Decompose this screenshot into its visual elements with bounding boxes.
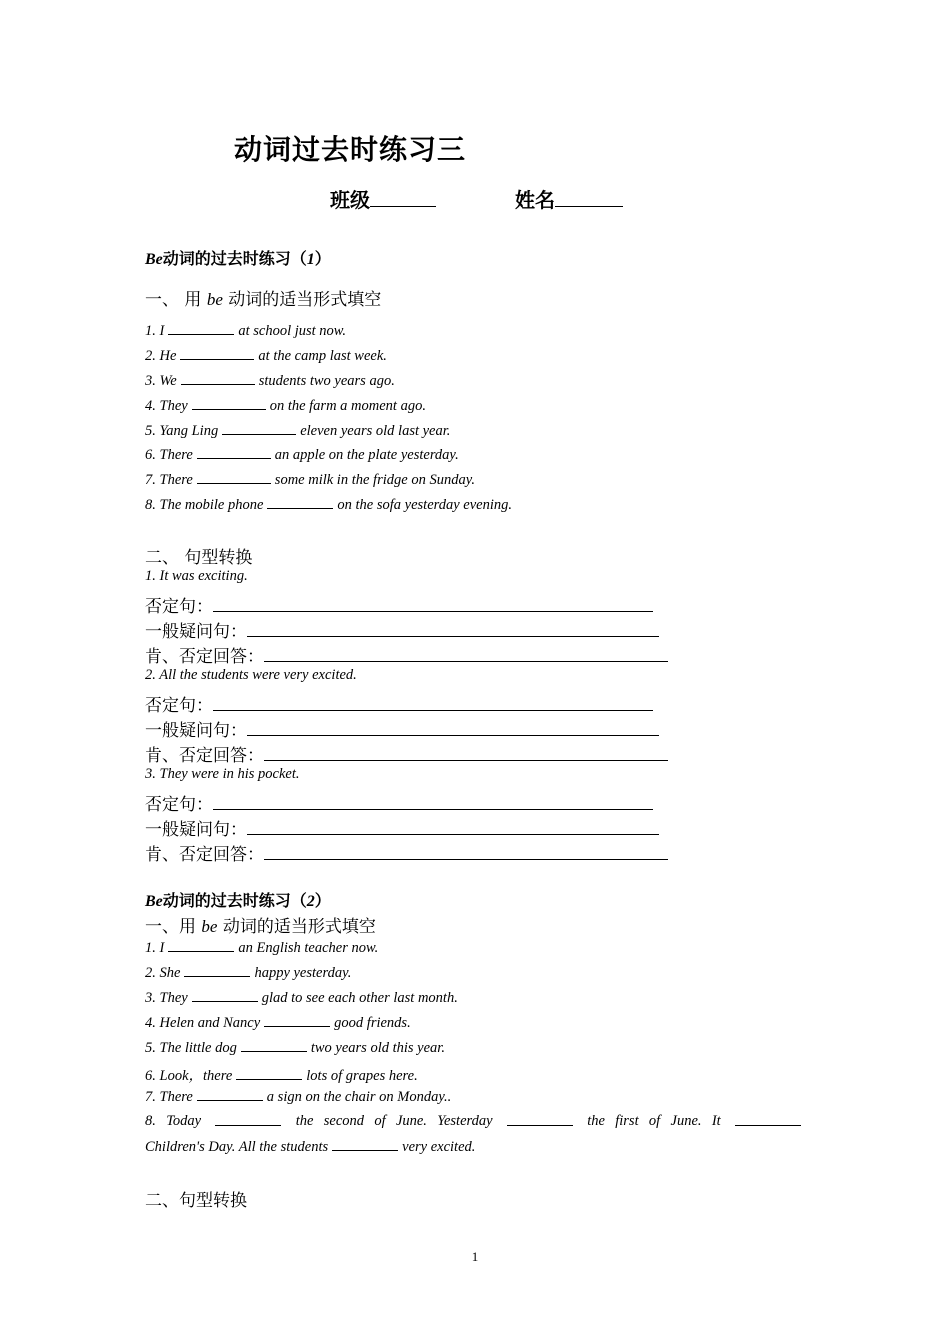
answer-blank[interactable] bbox=[267, 496, 333, 509]
negative-line: 否定句： bbox=[145, 691, 653, 716]
part2-section1-title: 一、用 be 动词的适当形式填空 bbox=[145, 917, 376, 937]
answer-blank[interactable] bbox=[192, 397, 266, 410]
answer-blank[interactable] bbox=[241, 1039, 307, 1052]
list-item: 6. There an apple on the plate yesterday. bbox=[145, 447, 459, 463]
answer-blank[interactable] bbox=[264, 1014, 330, 1027]
page-number: 1 bbox=[471, 1249, 479, 1264]
answer-line[interactable] bbox=[264, 746, 668, 761]
answer-blank[interactable] bbox=[222, 422, 296, 435]
list-item: 8. The mobile phone on the sofa yesterday evening. bbox=[145, 497, 513, 513]
answer-blank[interactable] bbox=[192, 989, 258, 1002]
answer-blank[interactable] bbox=[197, 446, 271, 459]
name-blank[interactable] bbox=[555, 188, 623, 207]
answer-line[interactable] bbox=[213, 795, 653, 810]
name-label: 姓名 bbox=[515, 188, 555, 212]
answer-blank[interactable] bbox=[181, 372, 255, 385]
list-item: 7. There some milk in the fridge on Sunday. bbox=[145, 472, 475, 488]
class-blank[interactable] bbox=[370, 188, 436, 207]
part1-section1-title: 一、 用 be 动词的适当形式填空 bbox=[145, 290, 382, 310]
class-field[interactable] bbox=[330, 184, 436, 213]
class-label: 班级 bbox=[330, 188, 370, 212]
list-item: 1. I at school just now. bbox=[145, 323, 347, 339]
question-line: 一般疑问句： bbox=[145, 716, 659, 741]
answer-blank[interactable] bbox=[236, 1067, 302, 1080]
answer-blank[interactable] bbox=[184, 964, 250, 977]
list-item: 4. Helen and Nancy good friends. bbox=[145, 1015, 411, 1031]
answer-line[interactable] bbox=[213, 696, 653, 711]
answer-blank[interactable] bbox=[507, 1113, 573, 1126]
answer-line[interactable] bbox=[247, 721, 659, 736]
part1-heading: Be动词的过去时练习（1） bbox=[145, 249, 331, 268]
question-line: 一般疑问句： bbox=[145, 617, 659, 642]
part1-section2-title: 二、 句型转换 bbox=[145, 548, 253, 568]
list-item: 3. They glad to see each other last month. bbox=[145, 990, 458, 1006]
answer-blank[interactable] bbox=[332, 1138, 398, 1151]
list-item: 2. She happy yesterday. bbox=[145, 965, 352, 981]
transform-sentence: 3. They were in his pocket. bbox=[145, 766, 300, 782]
answer-blank[interactable] bbox=[180, 347, 254, 360]
answer-line[interactable] bbox=[247, 820, 659, 835]
answer-blank[interactable] bbox=[197, 471, 271, 484]
list-item: 7. There a sign on the chair on Monday.. bbox=[145, 1089, 452, 1105]
answer-line[interactable] bbox=[264, 647, 668, 662]
list-item-continued: Children's Day. All the students very excited. bbox=[145, 1139, 476, 1155]
transform-sentence: 1. It was exciting. bbox=[145, 568, 248, 584]
list-item: 2. He at the camp last week. bbox=[145, 348, 387, 364]
part2-section2-title: 二、句型转换 bbox=[145, 1191, 247, 1211]
transform-sentence: 2. All the students were very excited. bbox=[145, 667, 357, 683]
negative-line: 否定句： bbox=[145, 790, 653, 815]
negative-line: 否定句： bbox=[145, 592, 653, 617]
answer-blank[interactable] bbox=[168, 322, 234, 335]
question-line: 一般疑问句： bbox=[145, 815, 659, 840]
answer-line[interactable] bbox=[213, 597, 653, 612]
list-item: 5. The little dog two years old this year. bbox=[145, 1040, 445, 1056]
list-item: 3. We students two years ago. bbox=[145, 373, 395, 389]
name-field[interactable] bbox=[515, 184, 623, 213]
list-item: 1. I an English teacher now. bbox=[145, 940, 379, 956]
answer-blank[interactable] bbox=[215, 1113, 281, 1126]
answer-blank[interactable] bbox=[735, 1113, 801, 1126]
answer-line[interactable] bbox=[264, 845, 668, 860]
answer-line-row: 肯、否定回答： bbox=[145, 642, 668, 667]
list-item: 5. Yang Ling eleven years old last year. bbox=[145, 423, 451, 439]
answer-line[interactable] bbox=[247, 622, 659, 637]
answer-blank[interactable] bbox=[197, 1088, 263, 1101]
page-title: 动词过去时练习三 bbox=[234, 133, 467, 166]
part2-heading: Be动词的过去时练习（2） bbox=[145, 891, 331, 910]
answer-blank[interactable] bbox=[168, 939, 234, 952]
list-item: 8. Today the second of June. Yesterday the first of June. It bbox=[145, 1113, 805, 1130]
answer-line-row: 肯、否定回答： bbox=[145, 741, 668, 766]
list-item: 4. They on the farm a moment ago. bbox=[145, 398, 426, 414]
list-item: 6. Look，there lots of grapes here. bbox=[145, 1068, 418, 1084]
answer-line-row: 肯、否定回答： bbox=[145, 840, 668, 865]
